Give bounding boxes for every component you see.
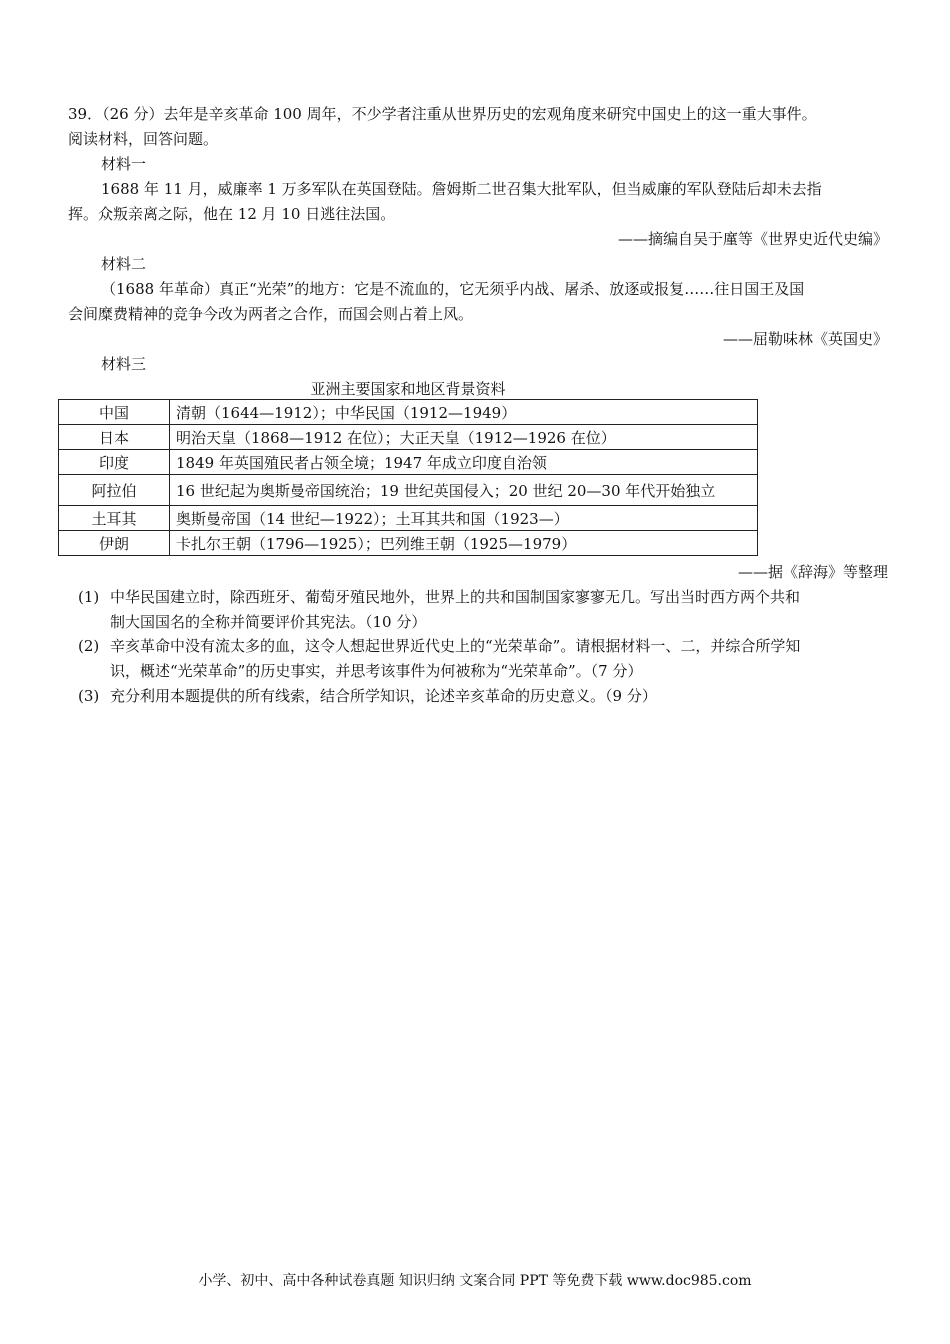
subquestion-line1: 辛亥革命中没有流太多的血，这令人想起世界近代史上的“光荣革命”。请根据材料一、二，并综合所学知 <box>110 637 801 655</box>
table-row <box>59 450 758 475</box>
page-footer: 小学、初中、高中各种试卷真题 知识归纳 文案合同 PPT 等免费下载 www.doc985.com <box>198 1273 752 1289</box>
table-cell-info: 卡扎尔王朝（1796—1925）；巴列维王朝（1925—1979） <box>170 531 758 556</box>
subquestion-line2: 制大国国名的全称并简要评价其宪法。（10 分） <box>110 613 427 631</box>
subquestion-line1: 中华民国建立时，除西班牙、葡萄牙殖民地外，世界上的共和国制国家寥寥无几。写出当时西方两个共和 <box>110 588 801 606</box>
table-cell-info: 奥斯曼帝国（14 世纪—1922）；土耳其共和国（1923—） <box>170 506 758 531</box>
table-row <box>59 531 758 556</box>
table-cell-country: 土耳其 <box>59 506 170 531</box>
subquestion-number: (3) <box>78 687 100 705</box>
material3-title: 材料三 <box>101 355 147 373</box>
subquestion-line1: 充分利用本题提供的所有线索，结合所学知识，论述辛亥革命的历史意义。（9 分） <box>110 687 657 705</box>
material2-line1: （1688 年革命）真正“光荣”的地方：它是不流血的，它无须乎内战、屠杀、放逐或报复……往日国王及国 <box>101 280 805 298</box>
material2-title: 材料二 <box>101 255 147 273</box>
subquestion-number: (1) <box>78 588 100 606</box>
table-caption: 亚洲主要国家和地区背景资料 <box>310 380 506 398</box>
question-header-line2: 阅读材料，回答问题。 <box>68 130 219 148</box>
table-cell-info: 1849 年英国殖民者占领全境；1947 年成立印度自治领 <box>170 450 758 475</box>
table-row <box>59 400 758 425</box>
material1-line1: 1688 年 11 月，威廉率 1 万多军队在英国登陆。詹姆斯二世召集大批军队，但当威廉的军队登陆后却未去指 <box>101 180 822 198</box>
material1-line2: 挥。众叛亲离之际，他在 12 月 10 日逃往法国。 <box>68 205 396 223</box>
table-cell-country: 日本 <box>59 425 170 450</box>
table-row <box>59 506 758 531</box>
table-row <box>59 425 758 450</box>
material1-title: 材料一 <box>101 155 147 173</box>
material2-source: ——屈勒味林《英国史》 <box>722 330 888 348</box>
background-table <box>58 399 758 556</box>
material1-source: ——摘编自吴于廑等《世界史近代史编》 <box>617 230 888 248</box>
table-cell-info: 16 世纪起为奥斯曼帝国统治；19 世纪英国侵入；20 世纪 20—30 年代开始独立 <box>170 475 758 506</box>
subquestion-line2: 识，概述“光荣革命”的历史事实，并思考该事件为何被称为“光荣革命”。（7 分） <box>110 662 643 680</box>
table-cell-country: 中国 <box>59 400 170 425</box>
table-cell-country: 阿拉伯 <box>59 475 170 506</box>
table-cell-info: 清朝（1644—1912）；中华民国（1912—1949） <box>170 400 758 425</box>
material2-line2: 会间糜费精神的竞争今改为两者之合作，而国会则占着上风。 <box>68 305 474 323</box>
question-header-line1: 39．（26 分）去年是辛亥革命 100 周年，不少学者注重从世界历史的宏观角度来研究中国史上的这一重大事件。 <box>68 105 817 123</box>
table-cell-country: 伊朗 <box>59 531 170 556</box>
table-row <box>59 475 758 506</box>
subquestion-number: (2) <box>78 637 100 655</box>
table-cell-country: 印度 <box>59 450 170 475</box>
material3-source: ——据《辞海》等整理 <box>737 563 888 581</box>
table-cell-info: 明治天皇（1868—1912 在位）；大正天皇（1912—1926 在位） <box>170 425 758 450</box>
